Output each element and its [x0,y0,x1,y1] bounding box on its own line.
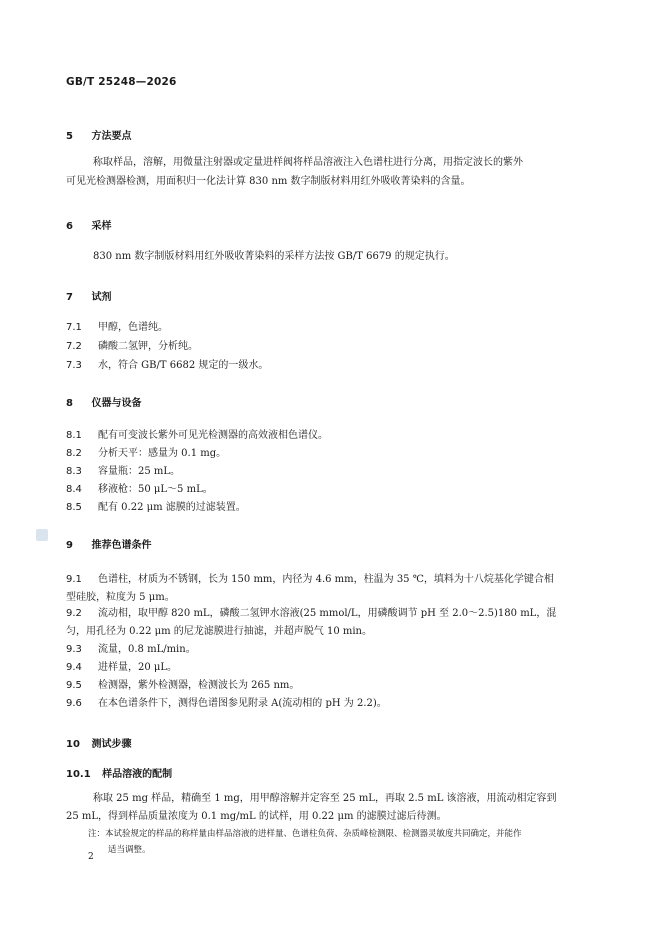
section-heading-9 [66,536,151,551]
list-item [66,604,596,623]
item-number: 9.5 [66,680,82,691]
list-item [66,498,596,517]
item-text: 在本色谱条件下，测得色谱图参见附录 A(流动相的 pH 为 2.2)。 [98,698,387,709]
section-title: 测试步骤 [91,739,132,750]
list-item [66,356,596,375]
item-text: 甲醇，色谱纯。 [98,322,168,333]
paragraph-line: 830 nm 数字制版材料用红外吸收菁染料的采样方法按 GB/T 6679 的规定执行。 [93,251,455,262]
item-text: 流动相，取甲醇 820 mL，磷酸二氢钾水溶液(25 mmol/L，用磷酸调节 pH 至 2.0～2.5)180 mL，混 [98,608,557,619]
section-title: 方法要点 [91,131,132,142]
list-item [66,462,596,481]
item-text: 流量，0.8 mL/min。 [98,644,196,655]
item-number: 9.6 [66,698,82,709]
item-text: 配有 0.22 μm 滤膜的过滤装置。 [98,502,246,513]
list-item [66,676,596,695]
item-text: 磷酸二氢钾，分析纯。 [98,341,198,352]
subsection-number: 10.1 [66,769,91,780]
margin-mark [36,529,48,541]
section-number: 9 [66,540,73,551]
section-number: 8 [66,398,73,409]
section-number: 10 [66,739,80,750]
section-title: 采样 [91,221,112,232]
item-text-continued: 型硅胶，粒度为 5 μm。 [66,592,175,603]
list-item [66,444,596,463]
item-number: 7.3 [66,360,82,371]
section-number: 5 [66,131,73,142]
list-item [66,480,596,499]
section-title: 推荐色谱条件 [91,540,152,551]
list-item [66,640,596,659]
item-text: 配有可变波长紫外可见光检测器的高效液相色谱仪。 [98,430,328,441]
paragraph-line: 称取样品，溶解，用微量注射器或定量进样阀将样品溶液注入色谱柱进行分离，用指定波长的紫外 [93,157,523,168]
list-item [66,318,596,337]
section-title: 试剂 [91,292,112,303]
section-heading-5 [66,127,131,142]
item-text: 移液枪：50 μL～5 mL。 [98,484,213,495]
item-number: 8.4 [66,484,82,495]
item-number: 7.2 [66,341,82,352]
note-line: 适当调整。 [108,845,151,855]
note-line: 注：本试验规定的样品的称样量由样品溶液的进样量、色谱柱负荷、杂质峰检测限、检测器灵敏度共同确定，并能作 [88,829,522,839]
item-text: 容量瓶：25 mL。 [98,466,181,477]
item-text: 进样量，20 μL。 [98,662,178,673]
item-number: 9.4 [66,662,82,673]
item-number: 8.1 [66,430,82,441]
item-number: 9.1 [66,574,82,585]
subsection-heading-10-1 [66,765,172,780]
list-item [66,694,596,713]
list-item [66,337,596,356]
item-number: 9.3 [66,644,82,655]
section-heading-7 [66,288,111,303]
section-number: 7 [66,292,73,303]
standard-number-header: GB/T 25248—2026 [66,76,177,88]
item-number: 9.2 [66,608,82,619]
item-number: 7.1 [66,322,82,333]
list-item [66,426,596,445]
section-number: 6 [66,221,73,232]
paragraph-line: 称取 25 mg 样品，精确至 1 mg，用甲醇溶解并定容至 25 mL，再取 2.5 mL 该溶液，用流动相定容到 [93,793,557,804]
item-text: 色谱柱，材质为不锈钢，长为 150 mm，内径为 4.6 mm，柱温为 35 ℃，填料为十八烷基化学键合相 [98,574,554,585]
item-text: 水，符合 GB/T 6682 规定的一级水。 [98,360,269,371]
paragraph-line: 可见光检测器检测，用面积归一化法计算 830 nm 数字制版材料用红外吸收菁染料的含量。 [66,176,471,187]
item-number: 8.5 [66,502,82,513]
section-heading-6 [66,217,111,232]
item-number: 8.2 [66,448,82,459]
item-text-continued: 匀，用孔径为 0.22 μm 的尼龙滤膜进行抽滤，并超声脱气 10 min。 [66,626,372,637]
item-text: 分析天平：感量为 0.1 mg。 [98,448,227,459]
list-item [66,570,596,589]
section-title: 仪器与设备 [91,398,142,409]
subsection-title: 样品溶液的配制 [102,769,173,780]
page-number: 2 [88,852,94,862]
list-item [66,658,596,677]
paragraph-line: 25 mL，得到样品质量浓度为 0.1 mg/mL 的试样，用 0.22 μm 的滤膜过滤后待测。 [66,811,447,822]
item-text: 检测器，紫外检测器，检测波长为 265 nm。 [98,680,300,691]
item-number: 8.3 [66,466,82,477]
section-heading-10 [66,735,131,750]
section-heading-8 [66,394,141,409]
